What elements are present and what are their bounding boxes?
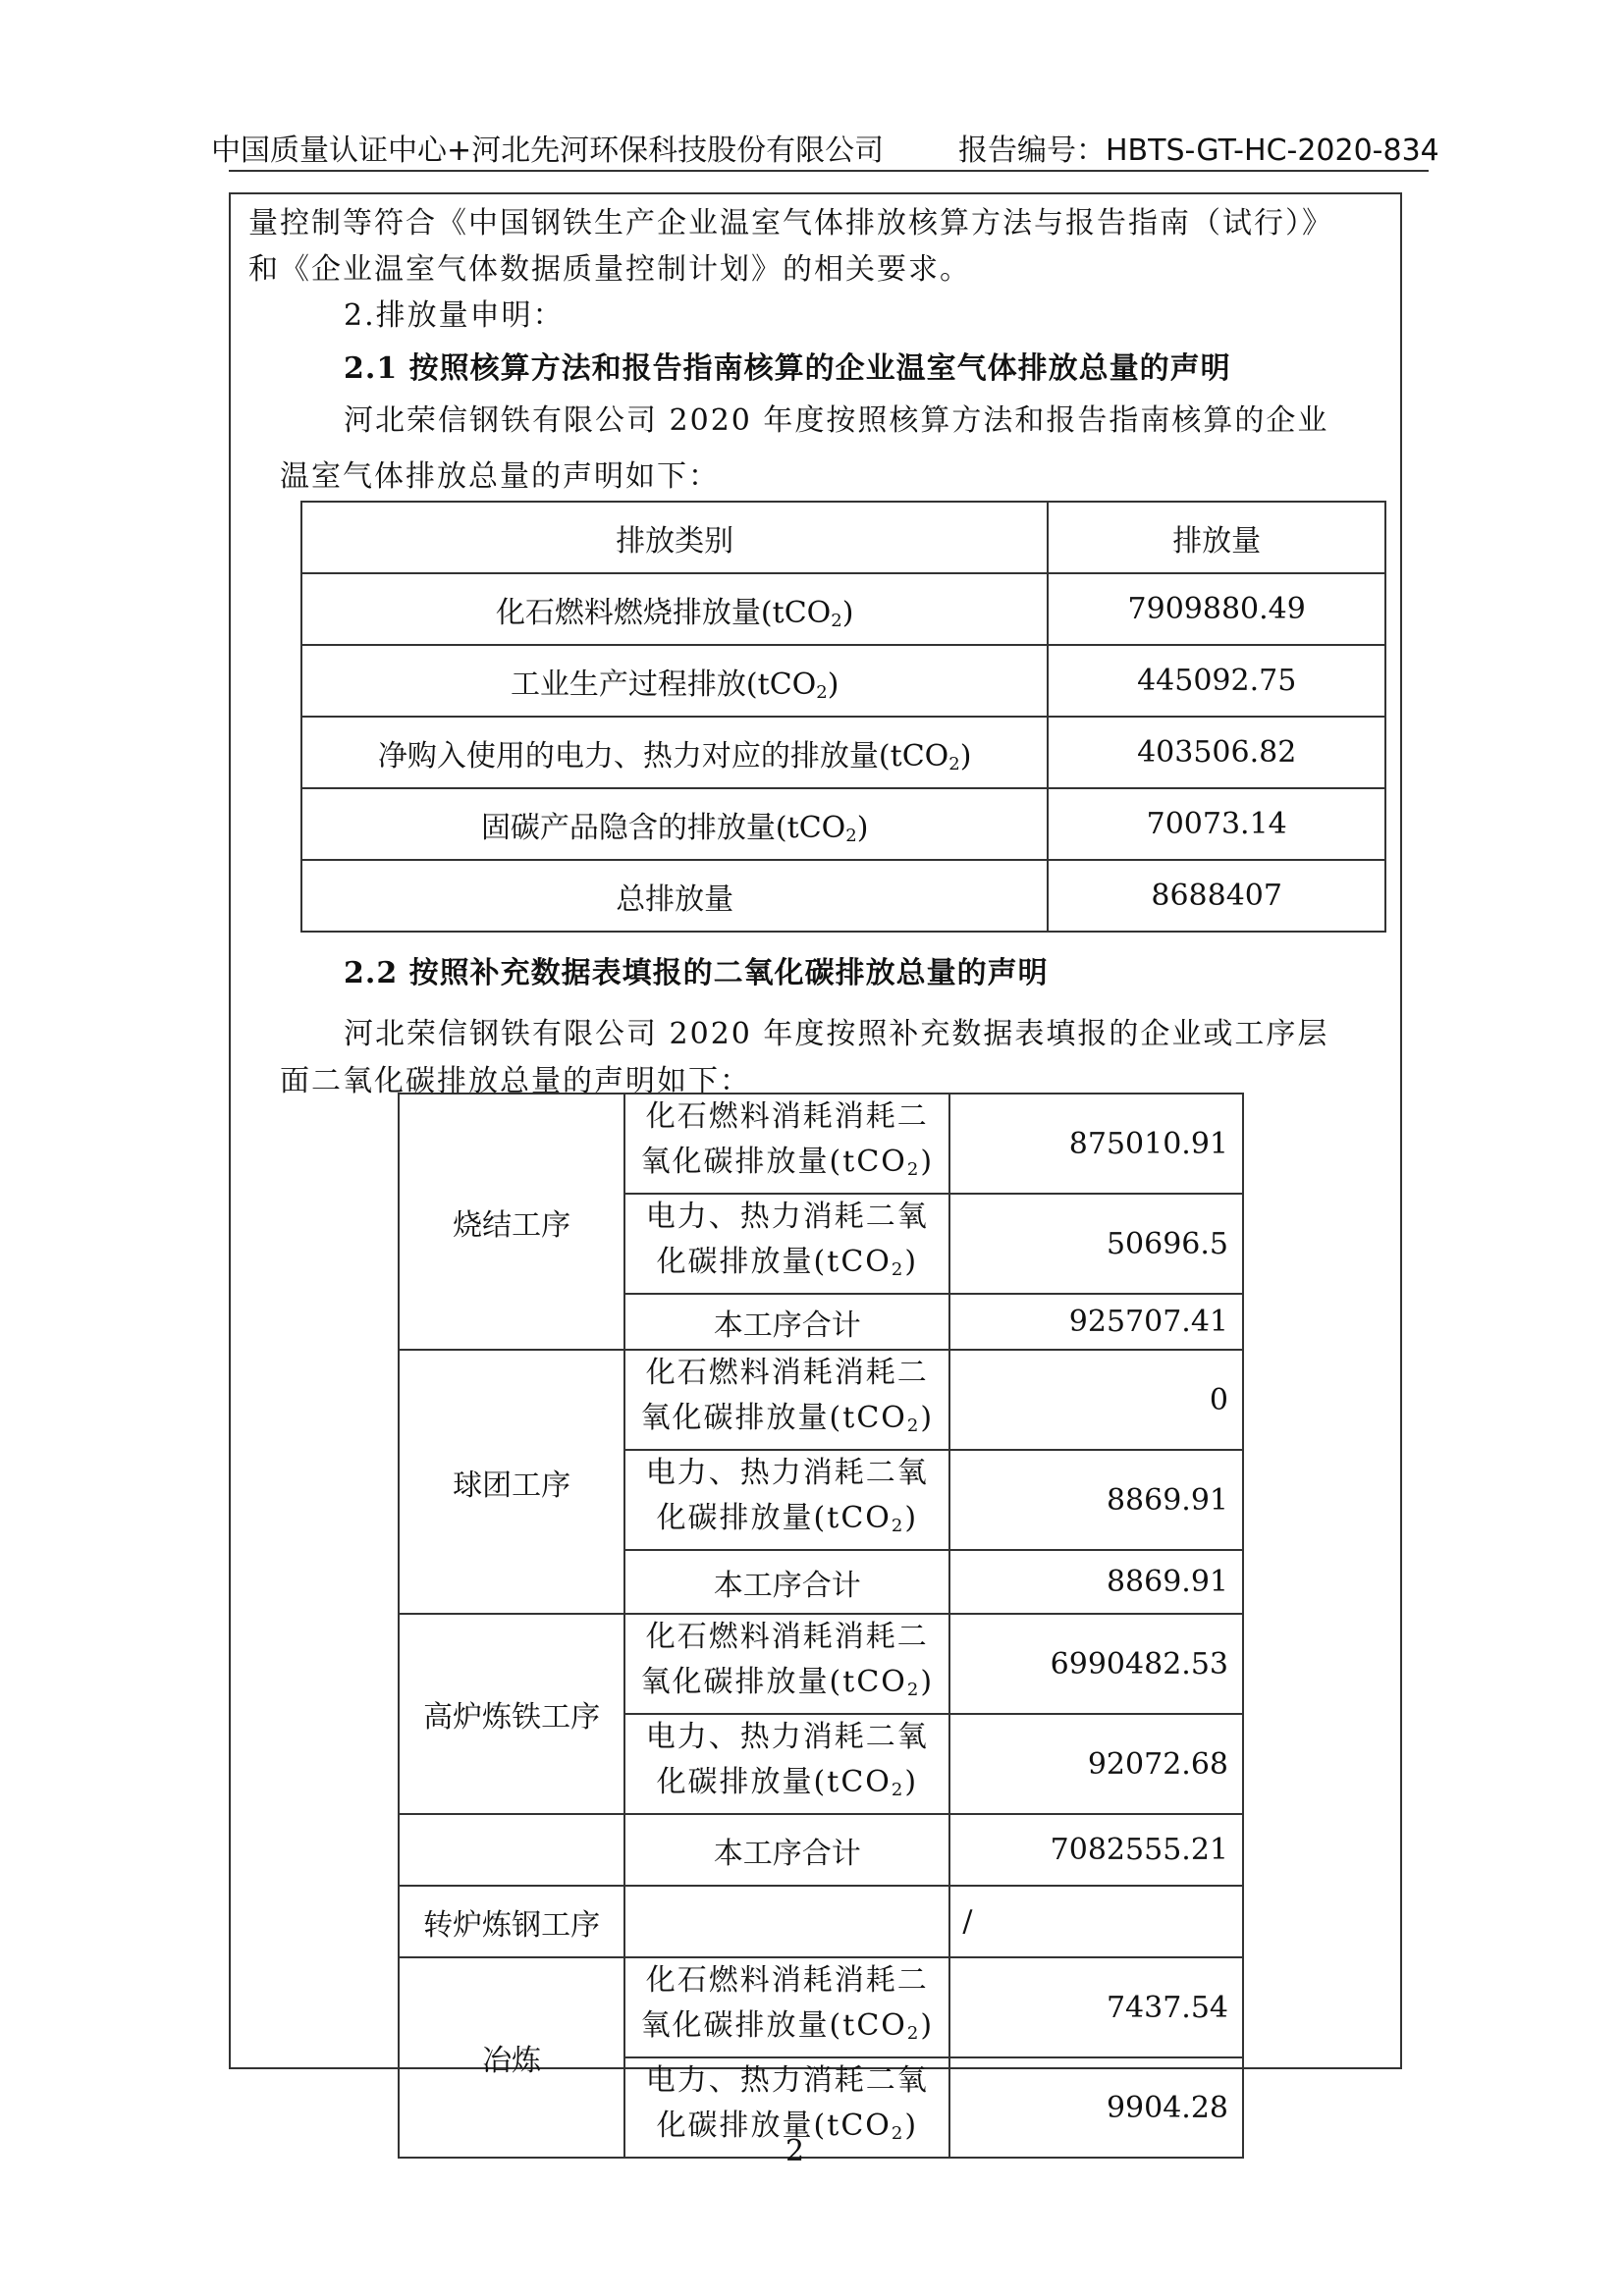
smelt-fossil-value: 7437.54 bbox=[949, 1957, 1243, 2057]
process-converter: 转炉炼钢工序 bbox=[399, 1886, 624, 1957]
row-label-process: 工业生产过程排放(tCO$_2$) bbox=[301, 645, 1048, 717]
sinter-power-value: 50696.5 bbox=[949, 1194, 1243, 1294]
process-sinter: 烧结工序 bbox=[399, 1094, 624, 1350]
subtotal-label: 本工序合计 bbox=[624, 1814, 949, 1886]
process-pellet: 球团工序 bbox=[399, 1350, 624, 1614]
para-2-2-line-1: 河北荣信钢铁有限公司 2020 年度按照补充数据表填报的企业或工序层 bbox=[344, 1017, 1329, 1051]
pellet-fossil-value: 0 bbox=[949, 1350, 1243, 1450]
col-header-amount: 排放量 bbox=[1048, 502, 1385, 573]
row-value-total: 8688407 bbox=[1048, 860, 1385, 932]
fossil-label: 化石燃料消耗消耗二 氧化碳排放量(tCO$_2$) bbox=[624, 1350, 949, 1450]
pellet-total-value: 8869.91 bbox=[949, 1550, 1243, 1614]
power-label: 电力、热力消耗二氧 化碳排放量(tCO$_2$) bbox=[624, 1714, 949, 1814]
header-divider bbox=[229, 170, 1429, 172]
blast-fossil-value: 6990482.53 bbox=[949, 1614, 1243, 1714]
process-smelting: 冶炼 bbox=[399, 1957, 624, 2158]
process-emission-table bbox=[398, 1093, 1244, 2159]
row-value-carbon-fixation: 70073.14 bbox=[1048, 788, 1385, 860]
col-header-category: 排放类别 bbox=[301, 502, 1048, 573]
para-2-2-line-2: 面二氧化碳排放总量的声明如下： bbox=[280, 1064, 751, 1098]
empty-cell bbox=[399, 1814, 624, 1886]
row-label-power-heat: 净购入使用的电力、热力对应的排放量(tCO$_2$) bbox=[301, 717, 1048, 788]
row-label-total: 总排放量 bbox=[301, 860, 1048, 932]
sinter-fossil-value: 875010.91 bbox=[949, 1094, 1243, 1194]
pellet-power-value: 8869.91 bbox=[949, 1450, 1243, 1550]
body-line-2: 和《企业温室气体数据质量控制计划》的相关要求。 bbox=[248, 252, 971, 287]
subtotal-label: 本工序合计 bbox=[624, 1550, 949, 1614]
emission-summary-table bbox=[300, 501, 1386, 933]
process-blast-furnace: 高炉炼铁工序 bbox=[399, 1614, 624, 1814]
blast-power-value: 92072.68 bbox=[949, 1714, 1243, 1814]
sinter-total-value: 925707.41 bbox=[949, 1294, 1243, 1350]
body-line-1: 量控制等符合《中国钢铁生产企业温室气体排放核算方法与报告指南（试行）》 bbox=[248, 206, 1333, 240]
header-organization: 中国质量认证中心+河北先河环保科技股份有限公司 bbox=[211, 133, 885, 168]
power-label: 电力、热力消耗二氧 化碳排放量(tCO$_2$) bbox=[624, 2057, 949, 2158]
row-value-process: 445092.75 bbox=[1048, 645, 1385, 717]
smelt-power-value: 9904.28 bbox=[949, 2057, 1243, 2158]
row-value-fossil: 7909880.49 bbox=[1048, 573, 1385, 645]
empty-cell bbox=[624, 1886, 949, 1957]
header-report-number: 报告编号：HBTS-GT-HC-2020-834 bbox=[958, 133, 1439, 168]
blast-total-value: 7082555.21 bbox=[949, 1814, 1243, 1886]
para-2-1-line-2: 温室气体排放总量的声明如下： bbox=[280, 459, 720, 494]
row-label-carbon-fixation: 固碳产品隐含的排放量(tCO$_2$) bbox=[301, 788, 1048, 860]
converter-value: / bbox=[949, 1886, 1243, 1957]
heading-2-1: 2.1 按照核算方法和报告指南核算的企业温室气体排放总量的声明 bbox=[344, 351, 1231, 386]
power-label: 电力、热力消耗二氧 化碳排放量(tCO$_2$) bbox=[624, 1194, 949, 1294]
para-2-1-line-1: 河北荣信钢铁有限公司 2020 年度按照核算方法和报告指南核算的企业 bbox=[344, 403, 1329, 438]
row-value-power-heat: 403506.82 bbox=[1048, 717, 1385, 788]
heading-2-2: 2.2 按照补充数据表填报的二氧化碳排放总量的声明 bbox=[344, 956, 1049, 990]
page-number: 2 bbox=[785, 2134, 805, 2168]
subtotal-label: 本工序合计 bbox=[624, 1294, 949, 1350]
fossil-label: 化石燃料消耗消耗二 氧化碳排放量(tCO$_2$) bbox=[624, 1614, 949, 1714]
fossil-label: 化石燃料消耗消耗二 氧化碳排放量(tCO$_2$) bbox=[624, 1957, 949, 2057]
section-2-label: 2.排放量申明： bbox=[344, 298, 565, 333]
fossil-label: 化石燃料消耗消耗二 氧化碳排放量(tCO$_2$) bbox=[624, 1094, 949, 1194]
power-label: 电力、热力消耗二氧 化碳排放量(tCO$_2$) bbox=[624, 1450, 949, 1550]
row-label-fossil: 化石燃料燃烧排放量(tCO$_2$) bbox=[301, 573, 1048, 645]
